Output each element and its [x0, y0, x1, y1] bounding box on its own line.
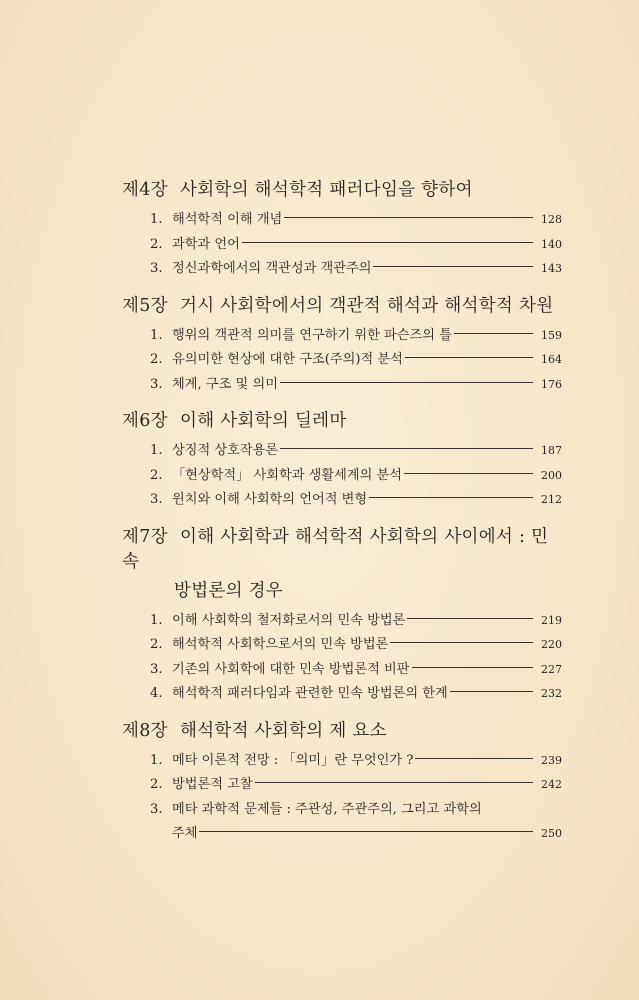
chapter-heading	[122, 178, 562, 203]
entry-page: 250	[541, 827, 562, 840]
leader-line	[369, 497, 533, 498]
entry-index: 4.	[150, 686, 163, 701]
chapter-number: 제6장	[122, 411, 168, 431]
chapter-6	[122, 409, 562, 513]
chapter-title: 이해 사회학의 딜레마	[180, 411, 347, 431]
leader-line	[407, 618, 533, 619]
entry-title: 행위의 객관적 의미를 연구하기 위한 파슨즈의 틀	[172, 327, 452, 343]
entry-index: 2.	[150, 352, 163, 367]
leader-line	[284, 217, 533, 218]
entry-title: 상징적 상호작용론	[172, 443, 279, 458]
leader-line	[412, 667, 533, 668]
entry-index: 3.	[150, 801, 163, 817]
entry-index: 2.	[150, 637, 163, 652]
chapter-title-continued: 방법론의 경우	[174, 580, 284, 601]
entry-page: 164	[541, 353, 562, 366]
toc-entry	[122, 658, 562, 683]
leader-line	[404, 473, 533, 474]
chapter-number: 제8장	[122, 720, 168, 741]
entry-title: 이해 사회학의 철저화로서의 민속 방법론	[172, 612, 406, 628]
leader-line	[415, 758, 533, 759]
leader-line	[373, 266, 533, 267]
toc-entry	[122, 257, 562, 282]
chapter-title: 거시 사회학에서의 객관적 해석과 해석학적 차원	[180, 295, 554, 316]
leader-line	[450, 691, 533, 692]
entry-index: 1.	[150, 752, 163, 768]
leader-line	[390, 642, 533, 643]
leader-line	[405, 357, 533, 358]
entry-title: 유의미한 현상에 대한 구조(주의)적 분석	[172, 352, 403, 367]
leader-line	[454, 333, 533, 334]
entry-title: 메타 이론적 전망 : 「의미」란 무엇인가 ?	[172, 752, 414, 768]
toc-entry	[122, 439, 562, 464]
table-of-contents	[122, 178, 562, 859]
chapter-heading	[122, 525, 562, 604]
toc-entry	[122, 233, 562, 258]
toc-entry	[122, 488, 562, 513]
toc-entry	[122, 208, 562, 233]
entry-index: 1.	[150, 327, 163, 343]
entry-page: 239	[541, 753, 562, 767]
toc-entry	[122, 324, 562, 349]
entry-index: 1.	[150, 212, 163, 227]
entry-page: 140	[541, 237, 562, 251]
chapter-number: 제4장	[122, 180, 168, 200]
entry-page: 176	[541, 377, 562, 391]
entry-title: 해석학적 패러다임과 관련한 민속 방법론의 한계	[172, 686, 448, 701]
toc-entry	[122, 682, 562, 707]
entry-title: 해석학적 이해 개념	[172, 212, 283, 227]
entry-page: 220	[541, 638, 562, 651]
toc-entry	[122, 633, 562, 658]
chapter-heading	[122, 294, 562, 319]
toc-entry	[122, 798, 562, 847]
entry-page: 227	[541, 662, 562, 676]
entry-page: 128	[541, 213, 562, 226]
entry-title: 윈치와 이해 사회학의 언어적 변형	[172, 492, 368, 507]
entry-page: 200	[541, 468, 562, 482]
toc-entry	[122, 348, 562, 373]
entry-index: 2.	[150, 467, 163, 483]
entry-index: 2.	[150, 236, 163, 252]
entry-page: 212	[541, 493, 562, 506]
chapter-heading	[122, 719, 562, 744]
entry-title: 방법론적 고찰	[172, 777, 253, 792]
entry-title: 체계, 구조 및 의미	[172, 376, 278, 392]
toc-entry	[122, 609, 562, 634]
entry-title: 해석학적 사회학으로서의 민속 방법론	[172, 637, 389, 652]
entry-index: 3.	[150, 661, 163, 677]
entry-page: 219	[541, 613, 562, 627]
chapter-5	[122, 294, 562, 398]
entry-title: 과학과 언어	[172, 236, 240, 252]
entry-page: 242	[541, 778, 562, 791]
chapter-number: 제7장	[122, 526, 168, 547]
entry-index: 3.	[150, 492, 163, 507]
entry-page: 187	[541, 444, 562, 457]
entry-title: 기존의 사회학에 대한 민속 방법론적 비판	[172, 661, 410, 677]
chapter-4	[122, 178, 562, 282]
toc-entry	[122, 773, 562, 798]
leader-line	[280, 382, 533, 383]
entry-index: 3.	[150, 261, 163, 276]
leader-line	[242, 242, 533, 243]
toc-entry	[122, 464, 562, 489]
entry-index: 1.	[150, 443, 163, 458]
chapter-heading	[122, 409, 562, 434]
toc-entry	[122, 749, 562, 774]
entry-title: 메타 과학적 문제들 : 주관성, 주관주의, 그리고 과학의	[172, 801, 482, 817]
leader-line	[280, 448, 533, 449]
entry-index: 3.	[150, 376, 163, 392]
chapter-number: 제5장	[122, 295, 168, 316]
entry-index: 1.	[150, 612, 163, 628]
chapter-title: 이해 사회학과 해석학적 사회학의 사이에서 : 민속	[122, 526, 549, 572]
entry-title-continued: 주체	[172, 826, 198, 841]
entry-page: 232	[541, 687, 562, 700]
entry-index: 2.	[150, 777, 163, 792]
chapter-8	[122, 719, 562, 847]
chapter-7	[122, 525, 562, 707]
chapter-title: 사회학의 해석학적 패러다임을 향하여	[180, 180, 473, 200]
entry-title: 정신과학에서의 객관성과 객관주의	[172, 261, 372, 276]
entry-title: 「현상학적」 사회학과 생활세계의 분석	[172, 467, 403, 483]
chapter-title: 해석학적 사회학의 제 요소	[180, 720, 387, 741]
toc-entry	[122, 373, 562, 398]
entry-page: 143	[541, 262, 562, 275]
leader-line	[199, 831, 533, 832]
leader-line	[255, 782, 533, 783]
entry-page: 159	[541, 328, 562, 342]
